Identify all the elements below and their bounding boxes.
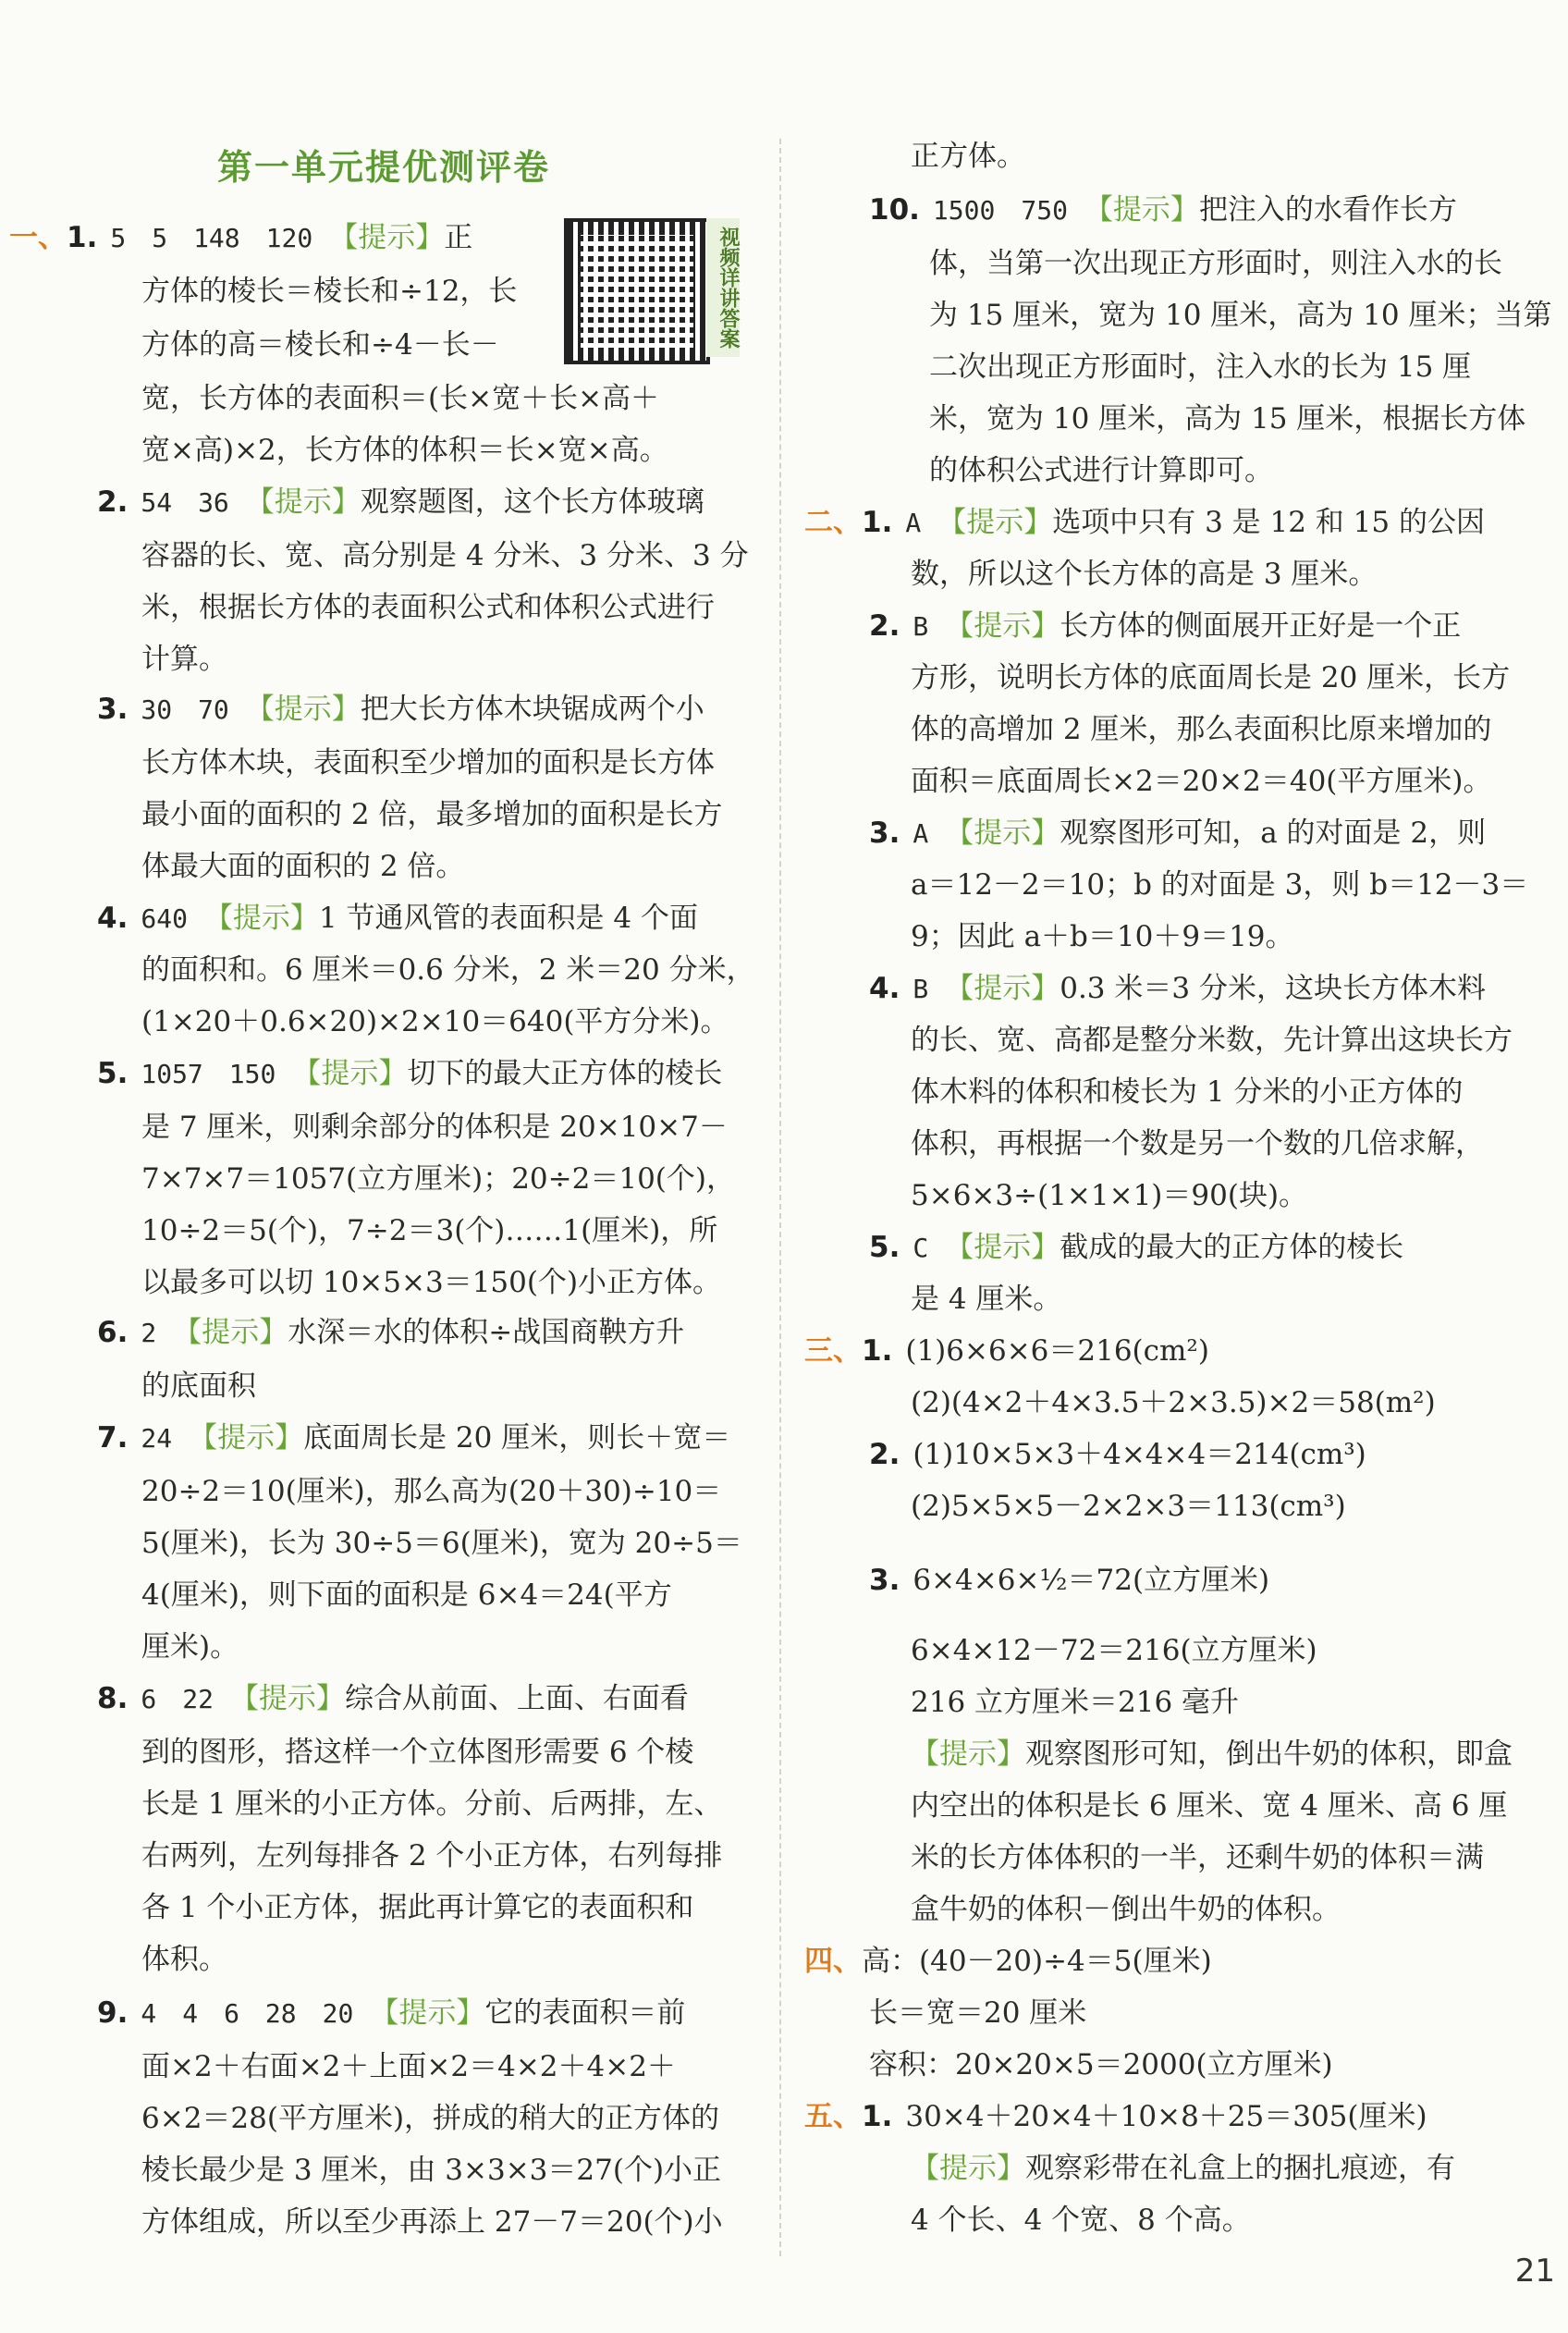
answer-line <box>869 971 1486 1007</box>
answer-text: a＝12－2＝10；b 的对面是 3，则 b＝12－3＝ <box>911 868 1529 902</box>
answer-text: 体最大面的面积的 2 倍。 <box>141 850 465 883</box>
page-title: 第一单元提优测评卷 <box>217 147 551 188</box>
answer-line <box>97 1315 684 1351</box>
answer-text: 体积。 <box>141 1943 227 1976</box>
answer-line <box>141 1474 721 1509</box>
answer-text: 棱长最少是 3 厘米，由 3×3×3＝27(个)小正 <box>141 2154 722 2187</box>
answer-line <box>141 433 668 468</box>
section-label: 二、 <box>804 506 862 539</box>
answer-line <box>141 2049 676 2084</box>
hint-label: 【提示】 <box>292 1057 408 1090</box>
answer-text: 5(厘米)，长为 30÷5＝6(厘米)，宽为 20÷5＝ <box>141 1527 742 1560</box>
answer-text: 容积：20×20×5＝2000(立方厘米) <box>869 2048 1333 2081</box>
answer-line <box>911 660 1510 695</box>
page-number: 21 <box>1514 2253 1555 2290</box>
answer-line <box>804 1333 1209 1369</box>
answer-text: 观察图形可知，倒出牛奶的体积，即盒 <box>1025 1737 1513 1771</box>
answer-line <box>911 1788 1507 1823</box>
answer-line <box>97 1056 722 1092</box>
hint-label: 【提示】 <box>945 609 1060 643</box>
question-number: 7. <box>97 1421 129 1455</box>
question-number: 3. <box>97 693 129 726</box>
answer-line <box>911 139 1025 174</box>
answer-text: 米，根据长方体的表面积公式和体积公式进行 <box>141 591 715 624</box>
hint-label: 【提示】 <box>911 2152 1025 2185</box>
section-label: 五、 <box>804 2100 862 2133</box>
answer-line <box>911 712 1491 747</box>
answer-text: 右两列，左列每排各 2 个小正方体，右列每排 <box>141 1839 723 1873</box>
answer-line <box>911 2203 1251 2238</box>
answer-text: 观察彩带在礼盒上的捆扎痕迹，有 <box>1025 2152 1455 2185</box>
answer-text: 体积，再根据一个数是另一个数的几倍求解， <box>911 1127 1484 1160</box>
answer-line <box>804 505 1485 541</box>
answer-text: (1×20＋0.6×20)×2×10＝640(平方分米)。 <box>141 1005 729 1038</box>
answer-text: 方形，说明长方体的底面周长是 20 厘米，长方 <box>911 661 1511 694</box>
answer-text: 的面积和。6 厘米＝0.6 分米，2 米＝20 分米， <box>141 953 755 987</box>
answer-line <box>141 327 499 362</box>
question-number: 3. <box>869 817 900 850</box>
question-number: 1. <box>862 506 893 539</box>
answer-line <box>804 2099 1427 2134</box>
answer-values: C <box>913 1233 929 1263</box>
answer-text: 方体的棱长＝棱长和÷12，长 <box>141 275 518 308</box>
answer-text: 的底面积 <box>141 1369 256 1403</box>
answer-text: 216 立方厘米＝216 毫升 <box>911 1686 1240 1719</box>
answer-values: 30 70 <box>141 694 229 725</box>
hint-label: 【提示】 <box>945 1231 1060 1264</box>
qr-video-tag: 视频详讲答案 <box>706 218 740 357</box>
answer-text: 米的长方体体积的一半，还剩牛奶的体积＝满 <box>911 1841 1484 1874</box>
answer-line <box>929 453 1273 488</box>
question-number: 4. <box>97 902 129 935</box>
answer-text: 切下的最大正方体的棱长 <box>407 1057 723 1090</box>
answer-text: 米，宽为 10 厘米，高为 15 厘米，根据长方体 <box>929 402 1526 436</box>
answer-text: 面积＝底面周长×2＝20×2＝40(平方厘米)。 <box>911 765 1492 798</box>
hint-label: 【提示】 <box>203 902 319 935</box>
answer-text: 9；因此 a＋b＝10＋9＝19。 <box>911 920 1294 953</box>
answer-line <box>911 1892 1341 1927</box>
answer-line <box>911 1737 1513 1772</box>
answer-line <box>141 1369 256 1404</box>
answer-text: 面×2＋右面×2＋上面×2＝4×2＋4×2＋ <box>141 2050 676 2083</box>
answer-line <box>141 642 227 677</box>
answer-text: 计算。 <box>141 643 227 676</box>
answer-text: 30×4＋20×4＋10×8＋25＝305(厘米) <box>905 2100 1427 2133</box>
answer-text: 4(厘米)，则下面的面积是 6×4＝24(平方 <box>141 1578 672 1612</box>
answer-text: 6×4×12－72＝216(立方厘米) <box>911 1634 1317 1667</box>
question-number: 9. <box>97 1996 129 2030</box>
answer-line <box>911 764 1491 799</box>
answer-line <box>141 797 722 832</box>
hint-label: 【提示】 <box>937 506 1053 539</box>
answer-line <box>97 692 704 728</box>
answer-text: 宽，长方体的表面积＝(长×宽＋长×高＋ <box>141 382 660 415</box>
column-divider <box>779 139 781 2256</box>
hint-label: 【提示】 <box>1084 193 1199 227</box>
answer-text: 长方体木块，表面积至少增加的面积是长方体 <box>141 746 715 780</box>
answer-line <box>97 1995 685 2032</box>
hint-label: 【提示】 <box>945 817 1060 850</box>
answer-text: 方体的高＝棱长和÷4－长－ <box>141 328 499 362</box>
question-number: 2. <box>97 485 129 519</box>
answer-line <box>911 1023 1513 1058</box>
answer-line <box>869 1995 1086 2031</box>
question-number: 3. <box>869 1564 900 1597</box>
answer-line <box>911 867 1528 903</box>
answer-line <box>911 1685 1239 1720</box>
hint-label: 【提示】 <box>229 1682 345 1715</box>
answer-line <box>141 952 755 988</box>
answer-line <box>141 1890 693 1925</box>
answer-text: 高：(40－20)÷4＝5(厘米) <box>862 1945 1212 1978</box>
answer-text: 4 个长、4 个宽、8 个高。 <box>911 2204 1251 2237</box>
answer-line <box>97 485 704 521</box>
answer-text: 选项中只有 3 是 12 和 15 的公因 <box>1052 506 1485 539</box>
answer-text: 6×4×6×½＝72(立方厘米) <box>913 1564 1270 1597</box>
answer-line <box>929 350 1471 385</box>
question-number: 8. <box>97 1682 129 1715</box>
answer-text: (1)6×6×6＝216(cm²) <box>905 1334 1209 1368</box>
answer-line <box>804 1944 1212 1979</box>
answer-values: B <box>913 974 929 1004</box>
answer-line <box>911 557 1377 592</box>
answer-text: 5×6×3÷(1×1×1)＝90(块)。 <box>911 1179 1308 1212</box>
answer-text: (1)10×5×3＋4×4×4＝214(cm³) <box>913 1438 1366 1471</box>
answer-text: 内空出的体积是长 6 厘米、宽 4 厘米、高 6 厘 <box>911 1789 1508 1823</box>
answer-line <box>911 1126 1484 1161</box>
answer-line <box>911 1489 1346 1524</box>
answer-line <box>911 2151 1455 2186</box>
answer-line <box>911 1074 1463 1110</box>
answer-text: 长＝宽＝20 厘米 <box>869 1996 1087 2030</box>
answer-text: 综合从前面、上面、右面看 <box>344 1682 689 1715</box>
answer-text: 是 7 厘米，则剩余部分的体积是 20×10×7－ <box>141 1111 728 1144</box>
answer-values: 54 36 <box>141 487 229 518</box>
answer-text: 正方体。 <box>911 140 1025 173</box>
answer-text: 体，当第一次出现正方形面时，则注入水的长 <box>929 247 1502 280</box>
answer-line <box>141 2101 719 2136</box>
hint-label: 【提示】 <box>173 1316 288 1349</box>
question-number: 10. <box>869 193 920 227</box>
answer-values: 24 <box>141 1423 173 1454</box>
hint-label: 【提示】 <box>329 221 445 254</box>
answer-line <box>141 538 749 573</box>
section-label: 一、 <box>9 221 67 254</box>
question-number: 6. <box>97 1316 129 1349</box>
answer-line <box>141 849 464 884</box>
question-number: 4. <box>869 972 900 1005</box>
answer-line <box>141 381 659 416</box>
answer-text: 观察题图，这个长方体玻璃 <box>360 485 704 519</box>
answer-text: 体的高增加 2 厘米，那么表面积比原来增加的 <box>911 713 1492 746</box>
answer-text: 观察图形可知，a 的对面是 2，则 <box>1060 817 1487 850</box>
answer-line <box>929 401 1525 436</box>
answer-line <box>141 1526 742 1561</box>
answer-text: 底面周长是 20 厘米，则长＋宽＝ <box>303 1421 731 1455</box>
answer-line <box>911 1633 1317 1668</box>
answer-text: 的长、宽、高都是整分米数，先计算出这块长方 <box>911 1024 1513 1057</box>
answer-line <box>869 1437 1366 1472</box>
answer-values: 5 5 148 120 <box>110 223 313 253</box>
answer-line <box>869 2047 1333 2082</box>
question-number: 1. <box>67 221 98 254</box>
answer-line <box>141 1213 717 1248</box>
answer-line <box>929 298 1551 333</box>
answer-text: 厘米)。 <box>141 1630 239 1664</box>
answer-values: 640 <box>141 903 188 934</box>
question-number: 2. <box>869 609 900 643</box>
section-label: 四、 <box>804 1945 862 1978</box>
answer-line <box>141 590 715 625</box>
answer-line <box>911 1385 1436 1420</box>
answer-text: 的体积公式进行计算即可。 <box>929 454 1273 487</box>
answer-line <box>929 246 1502 281</box>
answer-line <box>869 1563 1269 1598</box>
answer-text: 以最多可以切 10×5×3＝150(个)小正方体。 <box>141 1266 722 1299</box>
answer-text: 为 15 厘米，宽为 10 厘米，高为 10 厘米；当第 <box>929 299 1552 332</box>
answer-text: 体木料的体积和棱长为 1 分米的小正方体的 <box>911 1075 1464 1109</box>
answer-line <box>141 2204 723 2240</box>
answer-text: (2)(4×2＋4×3.5＋2×3.5)×2＝58(m²) <box>911 1386 1436 1419</box>
answer-text: 截成的最大的正方体的棱长 <box>1060 1231 1404 1264</box>
answer-line <box>141 2153 721 2188</box>
answer-text: 长方体的侧面展开正好是一个正 <box>1060 609 1462 643</box>
answer-text: 长是 1 厘米的小正方体。分前、后两排，左、 <box>141 1787 723 1821</box>
answer-line <box>141 1942 227 1977</box>
answer-line <box>869 1230 1403 1266</box>
answer-values: 1500 750 <box>932 195 1068 226</box>
answer-values: A <box>913 818 929 849</box>
question-number: 5. <box>97 1057 129 1090</box>
answer-text: 是 4 厘米。 <box>911 1283 1062 1316</box>
answer-text: 到的图形，搭这样一个立体图形需要 6 个棱 <box>141 1736 694 1769</box>
answer-values: 1057 150 <box>141 1059 276 1089</box>
hint-label: 【提示】 <box>245 485 361 519</box>
answer-line <box>911 919 1294 954</box>
answer-text: 容器的长、宽、高分别是 4 分米、3 分米、3 分 <box>141 539 749 572</box>
answer-text: (2)5×5×5－2×2×3＝113(cm³) <box>911 1490 1346 1523</box>
answer-text: 把注入的水看作长方 <box>1198 193 1457 227</box>
answer-text: 各 1 个小正方体，据此再计算它的表面积和 <box>141 1891 694 1924</box>
answer-line <box>141 1735 693 1770</box>
answer-text: 盒牛奶的体积－倒出牛奶的体积。 <box>911 1893 1341 1926</box>
answer-text: 7×7×7＝1057(立方厘米)；20÷2＝10(个)， <box>141 1162 735 1196</box>
answer-line <box>9 220 472 256</box>
answer-line <box>141 1265 721 1300</box>
hint-label: 【提示】 <box>911 1737 1025 1771</box>
answer-line <box>97 1420 730 1456</box>
answer-text: 方体组成，所以至少再添上 27－7＝20(个)小 <box>141 2205 723 2239</box>
hint-label: 【提示】 <box>945 972 1060 1005</box>
question-number: 1. <box>862 1334 893 1368</box>
answer-text: 它的表面积＝前 <box>484 1996 686 2030</box>
hint-label: 【提示】 <box>189 1421 304 1455</box>
answer-line <box>141 1838 722 1873</box>
hint-label: 【提示】 <box>245 693 361 726</box>
answer-line <box>141 745 715 780</box>
question-number: 5. <box>869 1231 900 1264</box>
answer-line <box>97 901 698 937</box>
answer-values: 6 22 <box>141 1684 214 1714</box>
answer-line <box>141 1110 728 1145</box>
hint-label: 【提示】 <box>370 1996 485 2030</box>
answer-text: 二次出现正方形面时，注入水的长为 15 厘 <box>929 350 1472 384</box>
answer-text: 正 <box>444 221 473 254</box>
answer-text: 6×2＝28(平方厘米)，拼成的稍大的正方体的 <box>141 2102 720 2135</box>
answer-line <box>141 1578 672 1613</box>
answer-line <box>869 816 1486 852</box>
question-number: 2. <box>869 1438 900 1471</box>
answer-text: 最小面的面积的 2 倍，最多增加的面积是长方 <box>141 798 723 831</box>
answer-line <box>97 1681 689 1717</box>
answer-line <box>141 1161 735 1197</box>
answer-values: 2 <box>141 1318 157 1348</box>
answer-line <box>911 1840 1484 1875</box>
answer-values: A <box>905 508 922 538</box>
answer-line <box>141 1004 729 1039</box>
answer-line <box>911 1282 1061 1317</box>
answer-text: 宽×高)×2，长方体的体积＝长×宽×高。 <box>141 434 668 467</box>
answer-values: B <box>913 611 929 642</box>
qr-code-icon[interactable] <box>564 218 710 364</box>
answer-text: 10÷2＝5(个)，7÷2＝3(个)……1(厘米)，所 <box>141 1214 718 1247</box>
section-label: 三、 <box>804 1334 862 1368</box>
answer-text: 1 节通风管的表面积是 4 个面 <box>318 902 698 935</box>
answer-line <box>911 1178 1307 1213</box>
answer-text: 把大长方体木块锯成两个小 <box>360 693 704 726</box>
answer-text: 水深＝水的体积÷战国商鞅方升 <box>288 1316 685 1349</box>
answer-text: 0.3 米＝3 分米，这块长方体木料 <box>1060 972 1486 1005</box>
answer-line <box>869 192 1457 228</box>
question-number: 1. <box>862 2100 893 2133</box>
answer-line <box>869 608 1461 645</box>
answer-line <box>141 1787 722 1822</box>
answer-line <box>141 1629 239 1664</box>
answer-text: 20÷2＝10(厘米)，那么高为(20＋30)÷10＝ <box>141 1475 722 1508</box>
answer-line <box>141 274 517 309</box>
answer-values: 4 4 6 28 20 <box>141 1998 354 2029</box>
answer-text: 数，所以这个长方体的高是 3 厘米。 <box>911 558 1378 591</box>
